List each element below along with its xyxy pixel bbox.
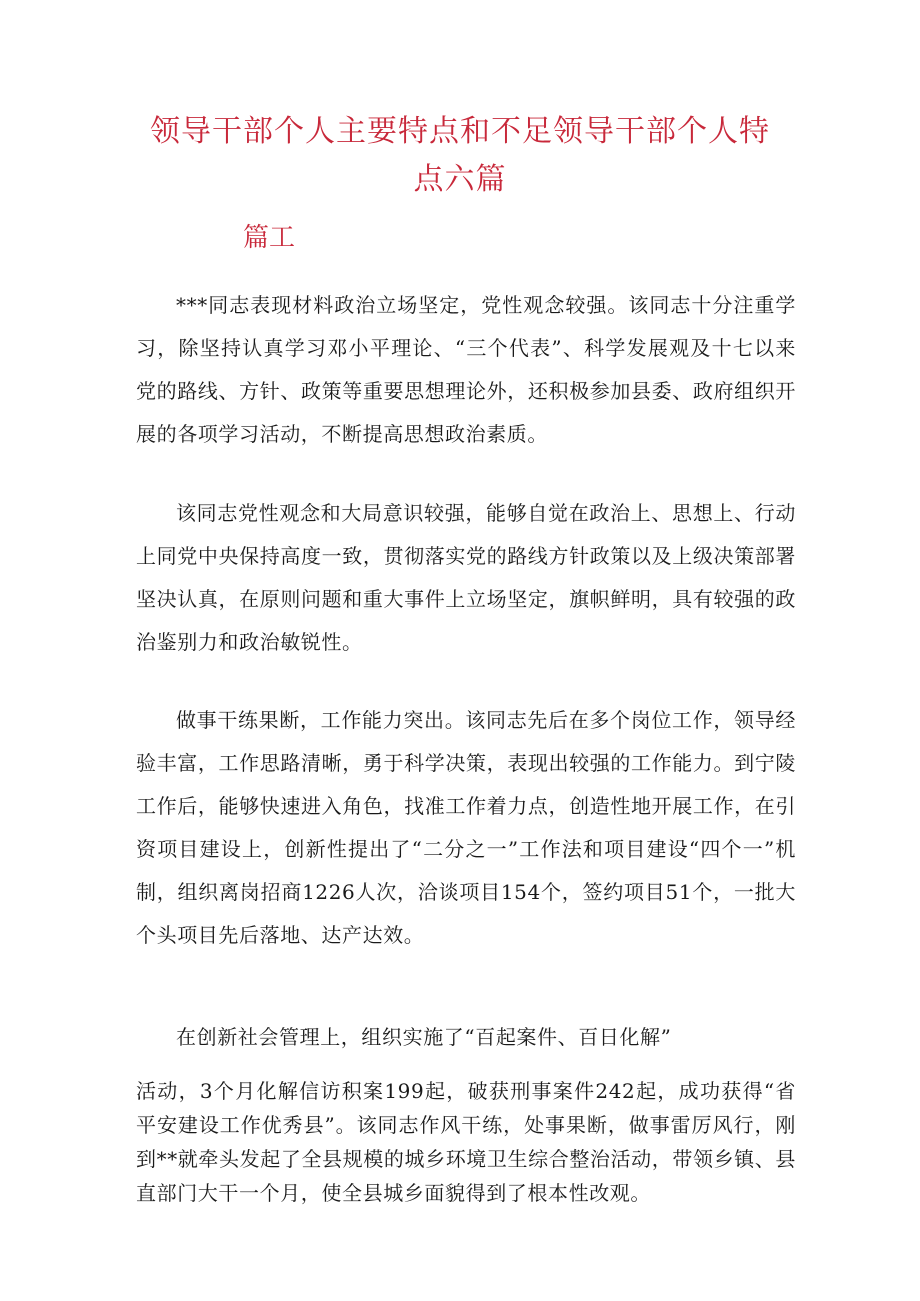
paragraph-4: 在创新社会管理上，组织实施了“百起案件、百日化解”: [176, 1025, 672, 1049]
paragraph-1: ***同志表现材料政治立场坚定，党性观念较强。该同志十分注重学习，除坚持认真学习邓小平理论、“三个代表”、科学发展观及十七以来党的路线、方针、政策等重要思想理论外，还积极参加县委、政府组织开展的各项学习活动，不断提高思想政治素质。: [136, 293, 796, 446]
document-title-line-1: 领导干部个人主要特点和不足领导干部个人特: [150, 114, 770, 149]
paragraph-5: 活动，3个月化解信访积案199起，破获刑事案件242起，成功获得“省平安建设工作优秀县”。该同志作风干练，处事果断，做事雷厉风行，刚到**就牵头发起了全县规模的城乡环境卫生综合整治活动，带领乡镇、县直部门大干一个月，使全县城乡面貌得到了根本性改观。: [136, 1079, 796, 1205]
section-heading: 篇工: [243, 223, 296, 253]
paragraph-2: 该同志党性观念和大局意识较强，能够自觉在政治上、思想上、行动上同党中央保持高度一致，贯彻落实党的路线方针政策以及上级决策部署坚决认真，在原则问题和重大事件上立场坚定，旗帜鲜明，具有较强的政治鉴别力和政治敏锐性。: [136, 501, 796, 654]
document-title-line-2: 点六篇: [413, 162, 507, 197]
paragraph-3: 做事干练果断，工作能力突出。该同志先后在多个岗位工作，领导经验丰富，工作思路清晰，勇于科学决策，表现出较强的工作能力。到宁陵工作后，能够快速进入角色，找准工作着力点，创造性地开展工作，在引资项目建设上，创新性提出了“二分之一”工作法和项目建设“四个一”机制，组织离岗招商1226人次，洽谈项目154个，签约项目51个，一批大个头项目先后落地、达产达效。: [136, 708, 796, 947]
